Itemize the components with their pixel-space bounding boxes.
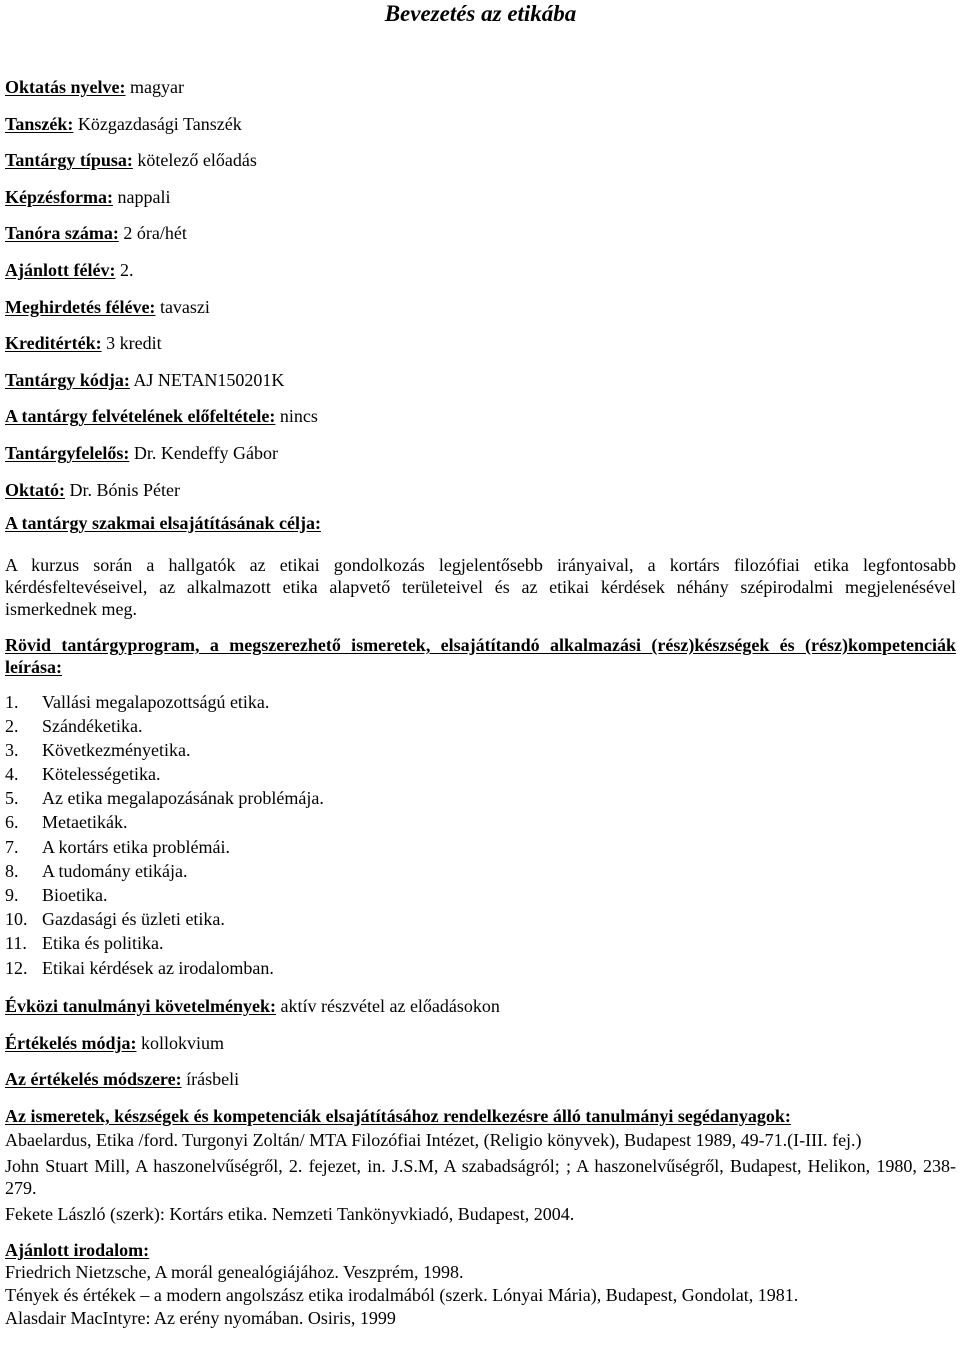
list-item: 2. Szándéketika. — [5, 715, 143, 736]
field-assessment-type — [5, 1031, 956, 1055]
reference-item: Friedrich Nietzsche, A morál genealógiájához. Veszprém, 1998. — [5, 1261, 464, 1282]
field-label: Tantárgyfelelős: — [5, 442, 130, 463]
reference-item: Alasdair MacIntyre: Az erény nyomában. Osiris, 1999 — [5, 1307, 396, 1328]
field-label: Tantárgy kódja: — [5, 369, 130, 390]
field-label: Értékelés módja: — [5, 1032, 137, 1053]
reference-item: Fekete László (szerk): Kortárs etika. Nemzeti Tankönyvkiadó, Budapest, 2004. — [5, 1203, 575, 1224]
field-label: Tanóra száma: — [5, 223, 119, 244]
field-department — [5, 112, 956, 136]
goal-text: A kurzus során a hallgatók az etikai gondolkozás legjelentősebb irányaival, a kortárs filozófiai etika legfontosabb kérdésfeltevéseivel, az alkalmazott etika alapvető területeivel és az etikai kérdések néhány szépirodalmi megjelenésével ismerkednek meg. — [5, 554, 956, 619]
field-label: Képzésforma: — [5, 186, 113, 207]
list-item: 9. Bioetika. — [5, 885, 108, 906]
field-label: Ajánlott félév: — [5, 259, 116, 280]
materials-heading: Az ismeretek, készségek és kompetenciák elsajátításához rendelkezésre álló tanulmányi segédanyagok: — [5, 1105, 791, 1126]
recommended-heading: Ajánlott irodalom: — [5, 1239, 150, 1260]
field-label: Kreditérték: — [5, 333, 102, 354]
field-assessment-method — [5, 1067, 956, 1091]
program-heading: Rövid tantárgyprogram, a megszerezhető ismeretek, elsajátítandó alkalmazási (rész)készségek és (rész)kompetenciák leírása: — [5, 634, 956, 677]
field-label: A tantárgy felvételének előfeltétele: — [5, 406, 276, 427]
reference-item: Tények és értékek – a modern angolszász etika irodalmából (szerk. Lónyai Mária), Budapest, Gondolat, 1981. — [5, 1284, 799, 1305]
list-item: 8. A tudomány etikája. — [5, 860, 188, 881]
course-fields — [5, 75, 956, 502]
field-value: AJ NETAN150201K — [129, 369, 285, 390]
field-value: nincs — [275, 406, 318, 427]
field-value: tavaszi — [155, 296, 210, 317]
list-item: 11. Etika és politika. — [5, 933, 164, 954]
list-item: 5. Az etika megalapozásának problémája. — [5, 788, 324, 809]
topic-list — [5, 690, 956, 980]
list-item: 10. Gazdasági és üzleti etika. — [5, 909, 225, 930]
field-course-code — [5, 368, 956, 392]
field-value: Dr. Kendeffy Gábor — [129, 442, 278, 463]
page-title: Bevezetés az etikába — [384, 1, 577, 26]
syllabus-page — [5, 0, 956, 1329]
goal-heading: A tantárgy szakmai elsajátításának célja: — [5, 512, 321, 533]
field-label: Évközi tanulmányi követelmények: — [5, 995, 277, 1016]
list-item: 12. Etikai kérdések az irodalomban. — [5, 957, 274, 978]
field-course-owner — [5, 441, 956, 465]
field-value: 2. — [115, 259, 134, 280]
field-value: Közgazdasági Tanszék — [73, 113, 242, 134]
list-item: 3. Következményetika. — [5, 739, 191, 760]
reference-item: John Stuart Mill, A haszonelvűségről, 2. fejezet, in. J.S.M, A szabadságról; ; A haszonelvűségről, Budapest, Helikon, 1980, 238-279. — [5, 1155, 956, 1198]
field-value: Dr. Bónis Péter — [65, 479, 180, 500]
field-announced-semester — [5, 295, 956, 319]
field-label: Tantárgy típusa: — [5, 150, 133, 171]
field-credits — [5, 331, 956, 355]
field-value: 2 óra/hét — [118, 223, 187, 244]
field-label: Meghirdetés féléve: — [5, 296, 156, 317]
reference-item: Abaelardus, Etika /ford. Turgonyi Zoltán/ MTA Filozófiai Intézet, (Religio könyvek), Budapest 1989, 49-71.(I-III. fej.) — [5, 1129, 862, 1150]
field-label: Oktató: — [5, 479, 65, 500]
field-value: aktív részvétel az előadásokon — [276, 995, 500, 1016]
field-value: írásbeli — [181, 1068, 240, 1089]
field-value: kötelező előadás — [132, 150, 257, 171]
field-label: Tanszék: — [5, 113, 74, 134]
field-value: nappali — [112, 186, 171, 207]
recommended-section — [5, 1239, 956, 1329]
field-label: Az értékelés módszere: — [5, 1068, 182, 1089]
field-requirements — [5, 994, 956, 1018]
field-training-form — [5, 185, 956, 209]
field-label: Oktatás nyelve: — [5, 77, 126, 97]
list-item: 6. Metaetikák. — [5, 812, 128, 833]
materials-section — [5, 1105, 956, 1225]
list-item: 1. Vallási megalapozottságú etika. — [5, 691, 270, 712]
field-value: kollokvium — [136, 1032, 224, 1053]
field-language — [5, 75, 956, 99]
field-value: magyar — [125, 77, 184, 97]
field-course-type — [5, 148, 956, 172]
field-instructor — [5, 478, 956, 502]
field-value: 3 kredit — [101, 333, 162, 354]
field-semester — [5, 258, 956, 282]
goal-section — [5, 512, 956, 620]
list-item: 4. Kötelességetika. — [5, 764, 161, 785]
program-section — [5, 634, 956, 980]
field-prerequisite — [5, 404, 956, 428]
field-hours — [5, 221, 956, 245]
list-item: 7. A kortárs etika problémái. — [5, 836, 230, 857]
